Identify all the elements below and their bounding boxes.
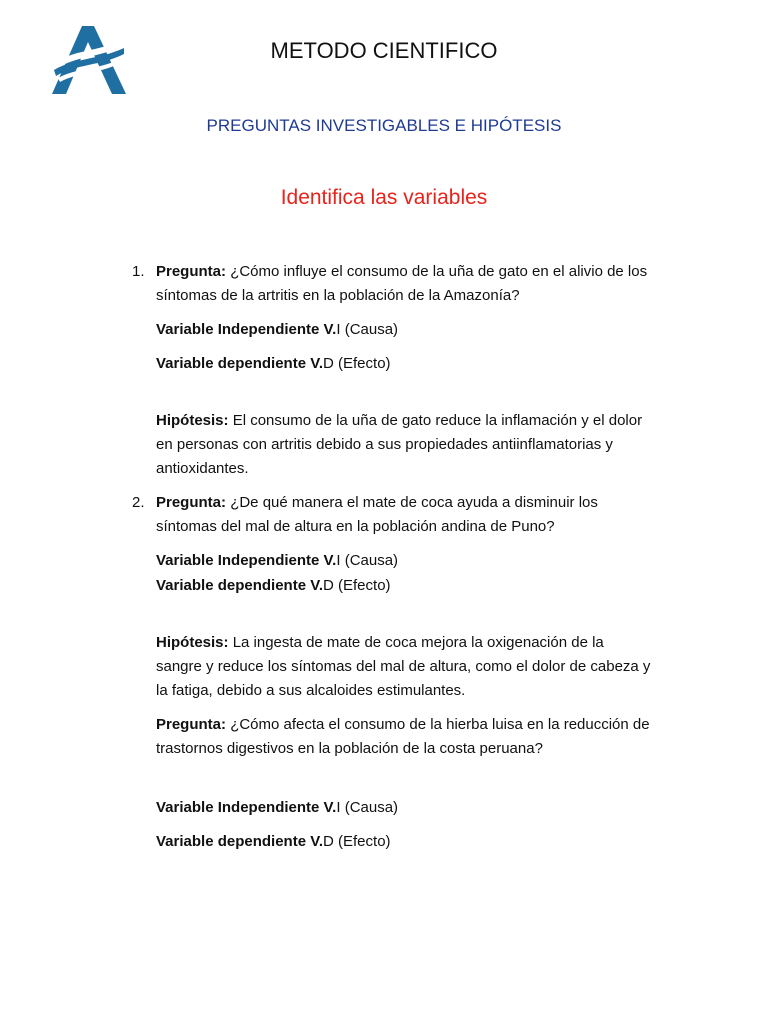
vi-value: I (Causa)	[336, 552, 399, 569]
question-label: Pregunta:	[156, 494, 227, 511]
vi-label: Variable Independiente V.	[156, 552, 337, 569]
vd-value: D (Efecto)	[323, 355, 391, 372]
question-2	[132, 491, 651, 539]
question-1	[132, 260, 651, 308]
vi-value: I (Causa)	[336, 321, 399, 338]
question-label: Pregunta:	[156, 716, 227, 733]
vd-label: Variable dependiente V.	[156, 355, 324, 372]
dependent-variable-1	[156, 352, 651, 376]
independent-variable-1	[156, 318, 651, 342]
vi-label: Variable Independiente V.	[156, 321, 337, 338]
dependent-variable-2	[156, 574, 651, 598]
vi-label: Variable Independiente V.	[156, 799, 337, 816]
independent-variable-3	[156, 796, 651, 820]
vi-value: I (Causa)	[336, 799, 399, 816]
hypothesis-2	[156, 631, 651, 703]
vd-label: Variable dependiente V.	[156, 833, 324, 850]
dependent-variable-3	[156, 830, 651, 854]
vd-value: D (Efecto)	[323, 833, 391, 850]
hypothesis-1	[156, 409, 651, 481]
question-text: ¿De qué manera el mate de coca ayuda a disminuir los síntomas del mal de altura en la población andina de Puno?	[156, 494, 598, 535]
hypothesis-label: Hipótesis:	[156, 412, 229, 429]
list-number: 2.	[132, 494, 145, 511]
page-subtitle: PREGUNTAS INVESTIGABLES E HIPÓTESIS	[206, 116, 562, 135]
vd-label: Variable dependiente V.	[156, 577, 324, 594]
hypothesis-text: El consumo de la uña de gato reduce la inflamación y el dolor en personas con artritis debido a sus propiedades antiinflamatorias y antioxidantes.	[156, 412, 643, 477]
question-label: Pregunta:	[156, 263, 227, 280]
hypothesis-label: Hipótesis:	[156, 634, 229, 651]
vd-value: D (Efecto)	[323, 577, 391, 594]
hypothesis-text: La ingesta de mate de coca mejora la oxigenación de la sangre y reduce los síntomas del mal de altura, como el dolor de cabeza y la fatiga, debido a sus alcaloides estimulantes.	[156, 634, 651, 699]
independent-variable-2	[156, 549, 651, 573]
list-number: 1.	[132, 263, 145, 280]
instruction-heading: Identifica las variables	[280, 186, 488, 209]
question-text: ¿Cómo afecta el consumo de la hierba luisa en la reducción de trastornos digestivos en la población de la costa peruana?	[156, 716, 650, 757]
question-3	[156, 713, 651, 761]
question-text: ¿Cómo influye el consumo de la uña de gato en el alivio de los síntomas de la artritis en la población de la Amazonía?	[156, 263, 648, 304]
page-title: METODO CIENTIFICO	[270, 38, 498, 63]
